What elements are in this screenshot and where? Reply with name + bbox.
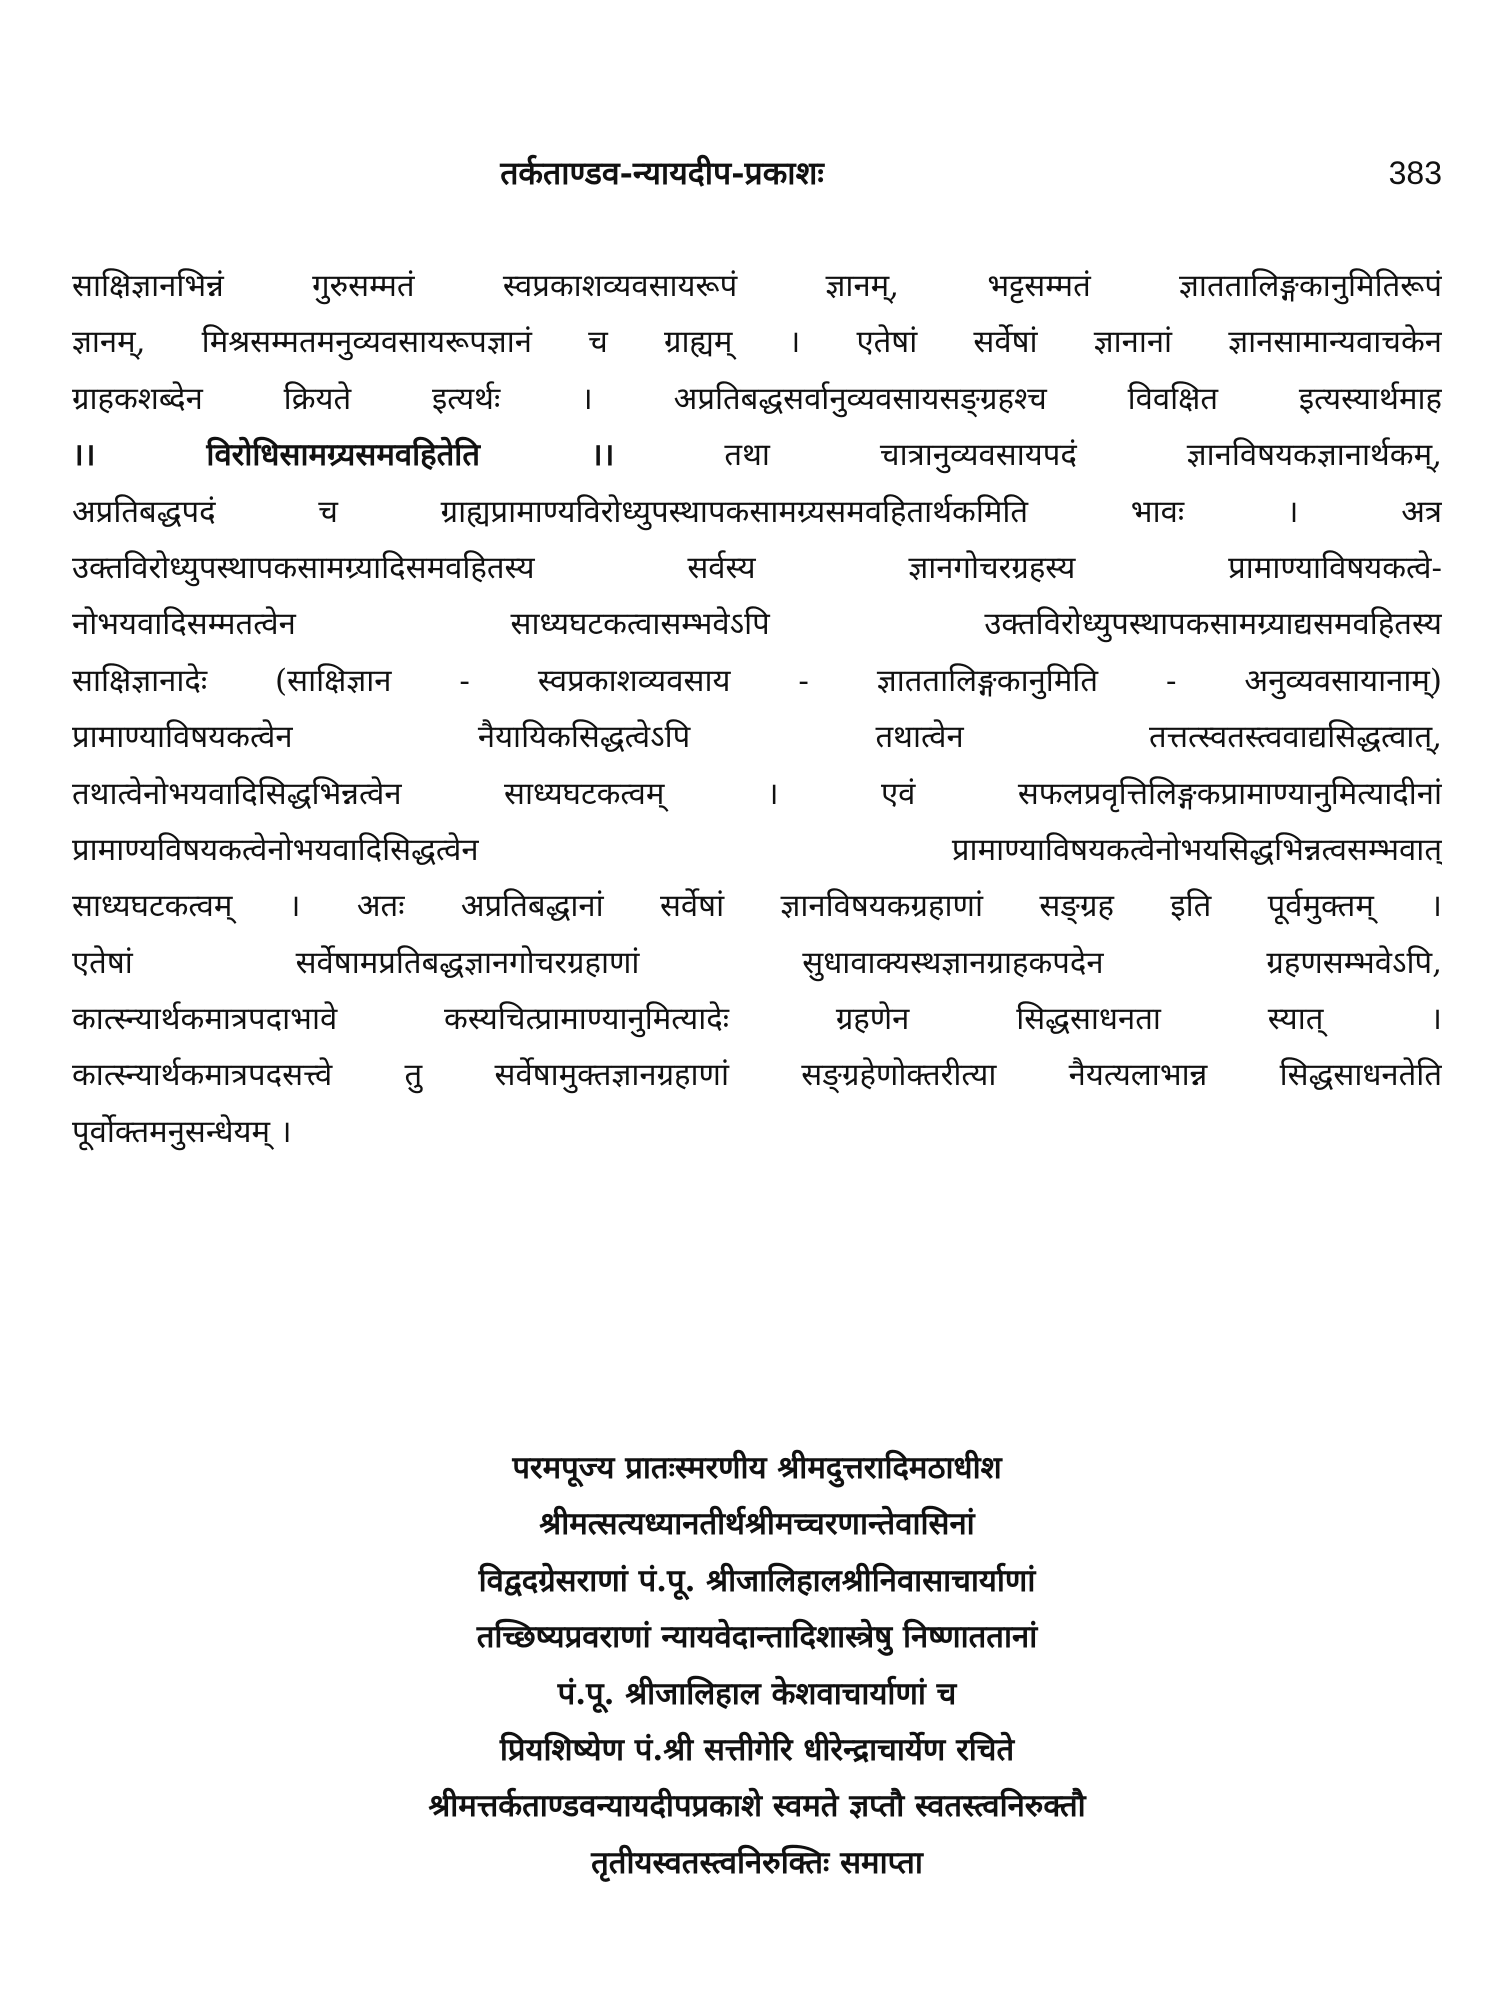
text-line-3: ग्राहकशब्देन क्रियते इत्यर्थः । अप्रतिबद्धसर्वानुव्यवसायसङ्ग्रहश्च विवक्षित इत्यस्यार्थमाह: [72, 380, 1442, 417]
text-line-15: कात्स्न्यार्थकमात्रपदसत्त्वे तु सर्वेषामुक्तज्ञानग्रहाणां सङ्ग्रहेणोक्तरीत्या नैयत्यलाभान्न सिद्धसाधनतेति: [72, 1057, 1442, 1094]
text-line-11: प्रामाण्यविषयकत्वेनोभयवादिसिद्धत्वेन प्रामाण्याविषयकत्वेनोभयसिद्धभिन्नत्वसम्भवात्: [72, 831, 1442, 868]
colophon-line-2: श्रीमत्सत्यध्यानतीर्थश्रीमच्चरणान्तेवासिनां: [539, 1506, 975, 1543]
colophon-line-6: प्रियशिष्येण पं.श्री सत्तीगेरि धीरेन्द्राचार्येण रचिते: [499, 1731, 1015, 1768]
page-number: 383: [1388, 155, 1442, 191]
text-line-12: साध्यघटकत्वम् । अतः अप्रतिबद्धानां सर्वेषां ज्ञानविषयकग्रहाणां सङ्ग्रह इति पूर्वमुक्तम् ।: [72, 888, 1442, 925]
text-line-14: कात्स्न्यार्थकमात्रपदाभावे कस्यचित्प्रामाण्यानुमित्यादेः ग्रहणेन सिद्धसाधनता स्यात् ।: [72, 1001, 1442, 1038]
text-line-7: नोभयवादिसम्मतत्वेन साध्यघटकत्वासम्भवेऽपि उक्तविरोध्युपस्थापकसामग्र्याद्यसमवहितस्य: [72, 606, 1442, 643]
colophon-line-4: तच्छिष्यप्रवराणां न्यायवेदान्तादिशास्त्रेषु निष्णाततानां: [476, 1619, 1038, 1656]
colophon-line-7: श्रीमत्तर्कताण्डवन्यायदीपप्रकाशे स्वमते ज्ञप्तौ स्वतस्त्वनिरुक्तौ: [428, 1788, 1086, 1825]
colophon-line-3: विद्वदग्रेसराणां पं.पू. श्रीजालिहालश्रीनिवासाचार्याणां: [478, 1562, 1036, 1599]
running-header: [72, 148, 1442, 198]
text-line-9: प्रामाण्याविषयकत्वेन नैयायिकसिद्धत्वेऽपि तथात्वेन तत्तत्स्वतस्त्ववाद्यसिद्धत्वात्,: [72, 719, 1442, 756]
text-line-4: [72, 427, 1442, 483]
colophon-line-5: पं.पू. श्रीजालिहाल केशवाचार्याणां च: [557, 1675, 957, 1712]
text-line-4-rest: तथा चात्रानुव्यवसायपदं ज्ञानविषयकज्ञानार्थकम्,: [614, 437, 1442, 474]
chapter-colophon: [72, 1440, 1442, 1891]
text-line-6: उक्तविरोध्युपस्थापकसामग्र्यादिसमवहितस्य सर्वस्य ज्ञानगोचरग्रहस्य प्रामाण्याविषयकत्वे-: [72, 549, 1442, 586]
text-line-2: ज्ञानम्, मिश्रसम्मतमनुव्यवसायरूपज्ञानं च ग्राह्यम् । एतेषां सर्वेषां ज्ञानानां ज्ञानसामान्यवाचकेन: [72, 324, 1442, 361]
text-line-10: तथात्वेनोभयवादिसिद्धभिन्नत्वेन साध्यघटकत्वम् । एवं सफलप्रवृत्तिलिङ्गकप्रामाण्यानुमित्यादीनां: [72, 775, 1442, 812]
text-line-1: साक्षिज्ञानभिन्नं गुरुसम्मतं स्वप्रकाशव्यवसायरूपं ज्ञानम्, भट्टसम्मतं ज्ञाततालिङ्गकानुमितिरूपं: [72, 268, 1442, 304]
text-line-5: अप्रतिबद्धपदं च ग्राह्यप्रामाण्यविरोध्युपस्थापकसामग्र्यसमवहितार्थकमिति भावः । अत्र: [72, 493, 1442, 530]
commentary-paragraph: [72, 258, 1442, 1160]
colophon-line-8: तृतीयस्वतस्त्वनिरुक्तिः समाप्ता: [591, 1844, 923, 1881]
text-line-13: एतेषां सर्वेषामप्रतिबद्धज्ञानगोचरग्रहाणां सुधावाक्यस्थज्ञानग्राहकपदेन ग्रहणसम्भवेऽपि,: [72, 944, 1442, 981]
colophon-line-1: परमपूज्य प्रातःस्मरणीय श्रीमदुत्तरादिमठाधीश: [512, 1450, 1002, 1486]
text-line-16: पूर्वोक्तमनुसन्धेयम् ।: [72, 1113, 292, 1150]
running-title: तर्कताण्डव-न्यायदीप-प्रकाशः: [500, 154, 824, 192]
quoted-pratika: ।। विरोधिसामग्र्यसमवहितेति ।।: [72, 437, 615, 474]
text-line-8: साक्षिज्ञानादेः (साक्षिज्ञान - स्वप्रकाशव्यवसाय - ज्ञाततालिङ्गकानुमिति - अनुव्यवसायानाम्): [72, 662, 1442, 699]
